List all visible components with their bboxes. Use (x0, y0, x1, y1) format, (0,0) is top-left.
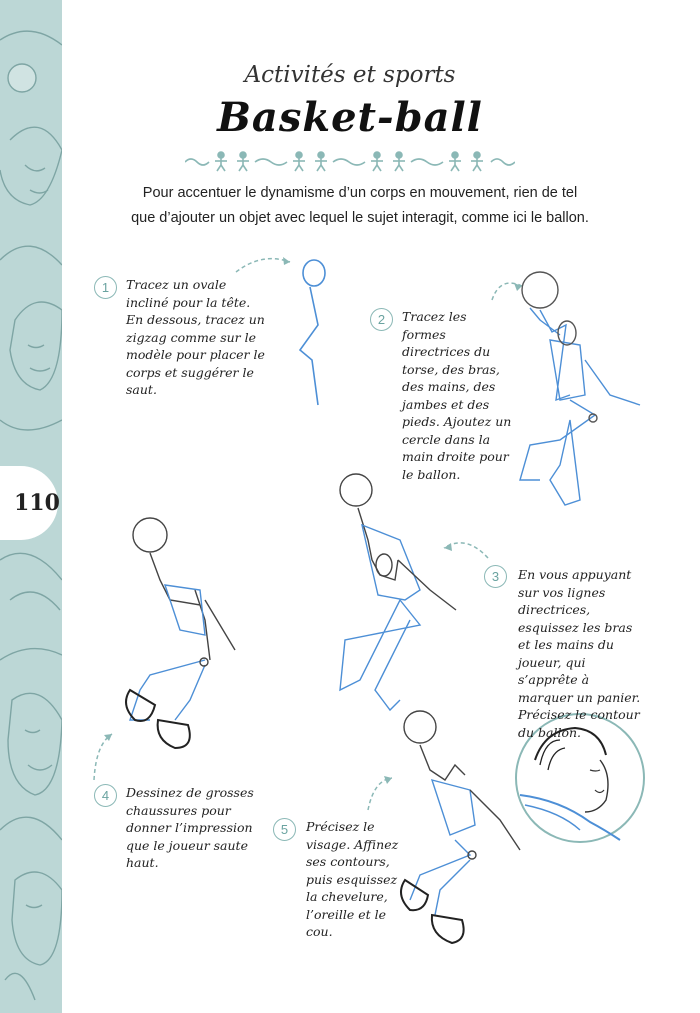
step-5-number-badge: 5 (273, 818, 296, 841)
step-5-final-sketch (401, 711, 520, 943)
arrow-step-1 (236, 259, 290, 272)
step-5-text: Précisez le visage. Affinez ses contours, puis esquissez la chevelure, l’oreille et le cou. (306, 819, 399, 939)
step-2-text: Tracez les formes directrices du torse, des bras, des mains, des jambes et des pieds. Ajoutez un cercle dans la main droite pour le ballon. (402, 309, 512, 482)
step-3-arms-sketch (340, 474, 456, 710)
page-number: 110 (14, 490, 60, 516)
step-4-number-badge: 4 (94, 784, 117, 807)
step-1-stick-figure (300, 260, 325, 405)
arrow-step-5 (368, 778, 392, 810)
intro-paragraph: Pour accentuer le dynamisme d’un corps en mouvement, rien de tel que d’ajouter un objet avec lequel le sujet interagit, comme ici le ballon. (131, 185, 589, 226)
step-3-number-badge: 3 (484, 565, 507, 588)
step-1-number-badge: 1 (94, 276, 117, 299)
step-1-text: Tracez un ovale incliné pour la tête. En dessous, tracez un zigzag comme sur le modèle pour placer le corps et suggérer le saut. (126, 277, 265, 397)
category-subtitle: Activités et sports (244, 62, 456, 88)
step-4-text: Dessinez de grosses chaussures pour donner l’impression que le joueur saute haut. (126, 785, 254, 870)
page-title: Basket-ball (217, 94, 483, 141)
step-2-number-badge: 2 (370, 308, 393, 331)
step-4-shoes-sketch (126, 518, 235, 748)
step-3-text: En vous appuyant sur vos lignes directrices, esquissez les bras et les mains du joueur, qui s’apprête à marquer un panier. Précisez le contour du ballon. (518, 567, 641, 740)
arrow-step-4 (94, 734, 112, 780)
step-2-guide-shapes (520, 272, 640, 505)
